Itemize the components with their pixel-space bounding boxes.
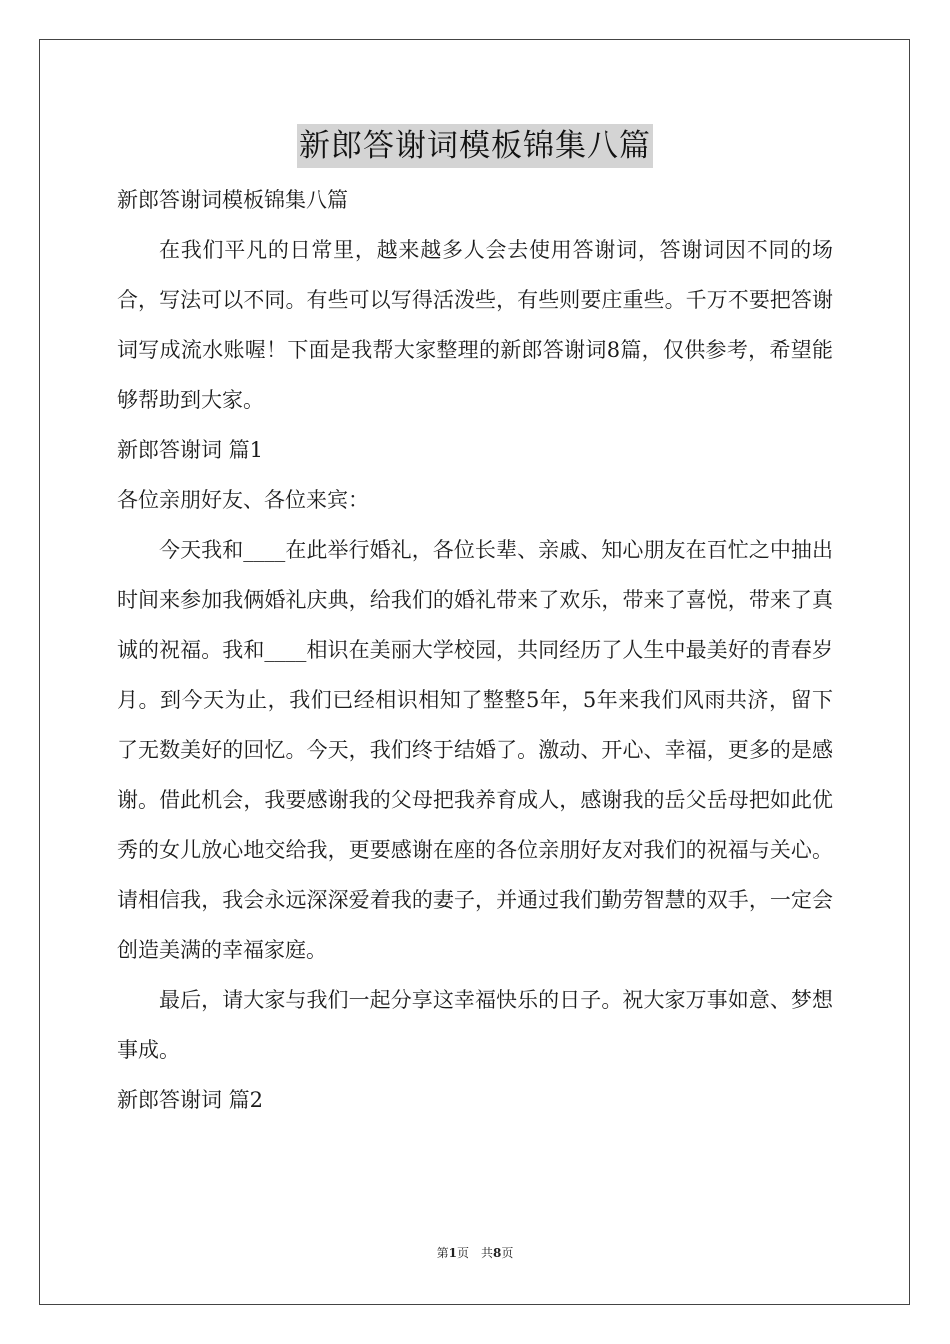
footer-page-number: 1 — [448, 1246, 457, 1260]
footer-prefix: 第 — [436, 1246, 449, 1260]
section-heading-2: 新郎答谢词 篇2 — [117, 1088, 264, 1112]
page-footer — [0, 1244, 950, 1261]
section-heading-1: 新郎答谢词 篇1 — [117, 438, 264, 462]
document-body — [117, 175, 833, 1125]
document-subtitle: 新郎答谢词模板锦集八篇 — [117, 188, 348, 212]
greeting-line: 各位亲朋好友、各位来宾： — [117, 488, 369, 512]
title-container — [0, 124, 950, 168]
footer-suffix: 页 — [501, 1246, 514, 1260]
body-paragraph-2: 最后，请大家与我们一起分享这幸福快乐的日子。祝大家万事如意、梦想事成。 — [117, 988, 833, 1062]
body-paragraph-1: 今天我和____在此举行婚礼，各位长辈、亲戚、知心朋友在百忙之中抽出时间来参加我俩婚礼庆典，给我们的婚礼带来了欢乐，带来了喜悦，带来了真诚的祝福。我和____相识在美丽大学校园，共同经历了人生中最美好的青春岁月。到今天为止，我们已经相识相知了整整5年，5年来我们风雨共济，留下了无数美好的回忆。今天，我们终于结婚了。激动、开心、幸福，更多的是感谢。借此机会，我要感谢我的父母把我养育成人，感谢我的岳父岳母把如此优秀的女儿放心地交给我，更要感谢在座的各位亲朋好友对我们的祝福与关心。请相信我，我会永远深深爱着我的妻子，并通过我们勤劳智慧的双手，一定会创造美满的幸福家庭。 — [117, 538, 833, 962]
footer-mid: 页 共 — [456, 1246, 493, 1260]
intro-paragraph: 在我们平凡的日常里，越来越多人会去使用答谢词，答谢词因不同的场合，写法可以不同。有些可以写得活泼些，有些则要庄重些。千万不要把答谢词写成流水账喔！下面是我帮大家整理的新郎答谢词8篇，仅供参考，希望能够帮助到大家。 — [117, 238, 833, 412]
document-title: 新郎答谢词模板锦集八篇 — [297, 124, 653, 168]
footer-total-pages: 8 — [493, 1246, 502, 1260]
